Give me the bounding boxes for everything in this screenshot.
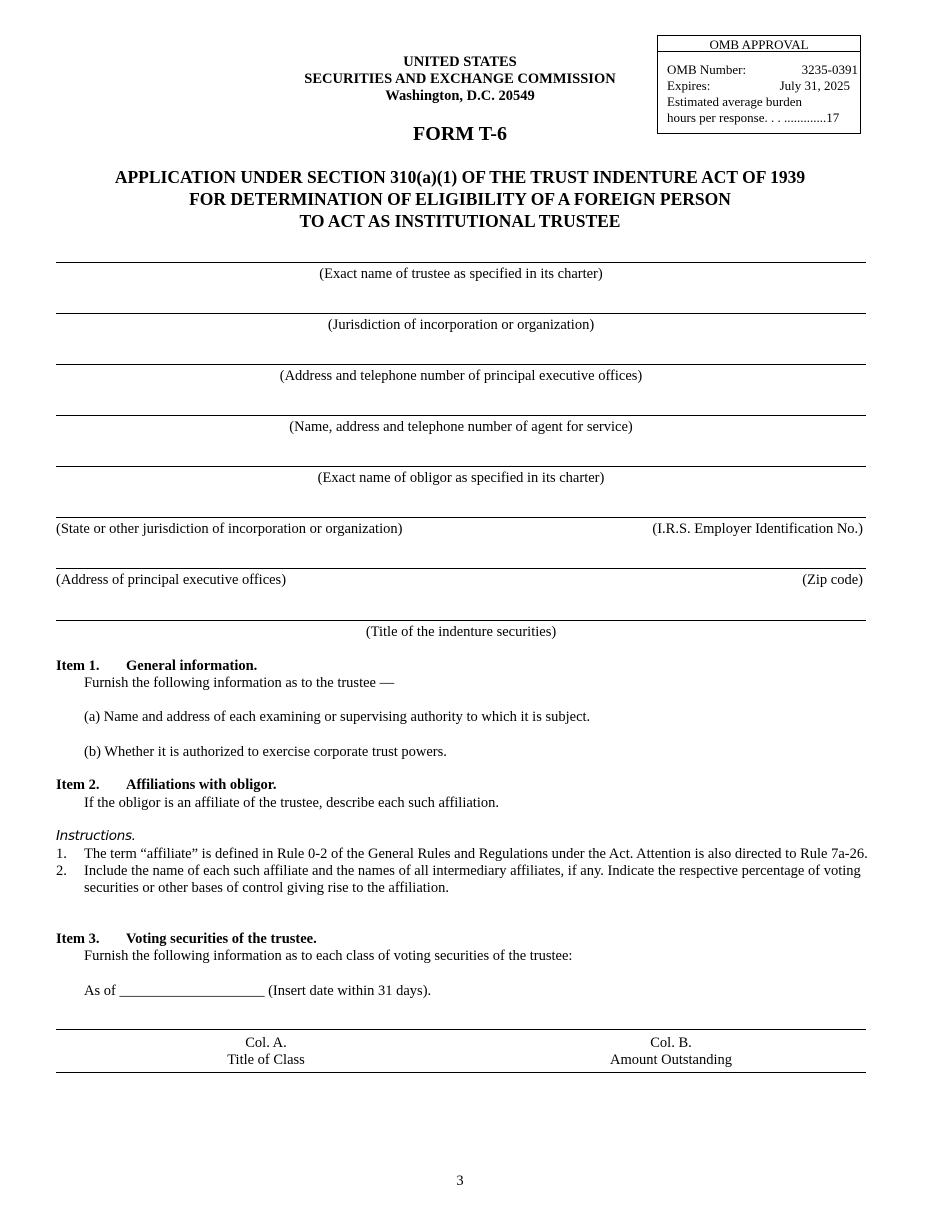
col-b-label: Col. B. — [650, 1035, 692, 1051]
agent-for-service-field[interactable] — [56, 415, 866, 436]
form-title: FORM T-6 — [413, 123, 507, 145]
page-number: 3 — [456, 1173, 464, 1189]
item-1-title: General information. — [126, 658, 258, 674]
item-2-intro: If the obligor is an affiliate of the trustee, describe each such affiliation. — [84, 795, 499, 811]
trustee-name-caption: (Exact name of trustee as specified in its charter) — [319, 266, 603, 282]
col-a-label: Col. A. — [245, 1035, 287, 1051]
obligor-name-rule — [56, 466, 866, 467]
obligor-name-field[interactable] — [56, 466, 866, 487]
obligor-address-field[interactable] — [56, 568, 866, 589]
trustee-name-field[interactable] — [56, 262, 866, 283]
item-3-heading — [56, 931, 317, 948]
item-2-title: Affiliations with obligor. — [126, 777, 277, 793]
application-title-line-2: FOR DETERMINATION OF ELIGIBILITY OF A FOREIGN PERSON — [189, 189, 731, 209]
item-3-intro: Furnish the following information as to each class of voting securities of the trustee: — [84, 948, 573, 964]
indenture-title-caption: (Title of the indenture securities) — [365, 624, 557, 640]
agent-for-service-caption: (Name, address and telephone number of agent for service) — [289, 419, 633, 435]
item-1-heading — [56, 658, 257, 675]
trustee-jurisdiction-field[interactable] — [56, 313, 866, 334]
application-title-line-3: TO ACT AS INSTITUTIONAL TRUSTEE — [299, 211, 621, 231]
instructions-list — [56, 846, 886, 897]
trustee-address-field[interactable] — [56, 364, 866, 385]
irs-number-caption: (I.R.S. Employer Identification No.) — [652, 521, 863, 537]
trustee-jurisdiction-rule — [56, 313, 866, 314]
omb-number-label: OMB Number: — [667, 62, 747, 77]
omb-approval-title: OMB APPROVAL — [658, 36, 860, 52]
trustee-name-rule — [56, 262, 866, 263]
trustee-address-caption: (Address and telephone number of principal executive offices) — [279, 368, 643, 384]
col-b-title: Amount Outstanding — [609, 1052, 733, 1068]
instruction-number: 2. — [56, 863, 67, 879]
omb-approval-box — [657, 35, 861, 134]
item-1-number: Item 1. — [56, 658, 100, 674]
item-1-a: (a) Name and address of each examining or supervising authority to which it is subject. — [84, 709, 591, 725]
instruction-item — [56, 863, 886, 897]
col-b-header — [476, 1030, 866, 1072]
agency-line-3: Washington, D.C. 20549 — [385, 88, 535, 104]
instruction-number: 1. — [56, 846, 67, 862]
omb-number-value: 3235-0391 — [801, 62, 858, 77]
trustee-address-rule — [56, 364, 866, 365]
instruction-item — [56, 846, 886, 863]
col-a-header — [56, 1030, 476, 1072]
item-2-heading — [56, 777, 277, 794]
obligor-address-rule — [56, 568, 866, 569]
instruction-text: The term “affiliate” is defined in Rule 0-2 of the General Rules and Regulations under the Act. Attention is also directed to Rule 7a-26. — [84, 846, 868, 862]
instruction-text: Include the name of each such affiliate and the names of all intermediary affiliates, if any. Indicate the respective percentage of voting securities or other bases of control giving rise to the affiliation. — [84, 863, 861, 896]
agency-line-2: SECURITIES AND EXCHANGE COMMISSION — [304, 71, 616, 87]
item-3-number: Item 3. — [56, 931, 100, 947]
indenture-title-rule — [56, 620, 866, 621]
state-jurisdiction-caption: (State or other jurisdiction of incorporation or organization) — [56, 521, 403, 537]
omb-expires-value: July 31, 2025 — [779, 78, 850, 93]
zip-code-caption: (Zip code) — [802, 572, 863, 588]
omb-burden-line2: hours per response. . . .............17 — [667, 110, 840, 125]
item-2-number: Item 2. — [56, 777, 100, 793]
voting-securities-table — [56, 1029, 866, 1073]
omb-burden-line1: Estimated average burden — [667, 94, 802, 109]
as-of-date-field[interactable]: As of ____________________ (Insert date within 31 days). — [84, 983, 432, 999]
col-a-title: Title of Class — [227, 1052, 305, 1068]
indenture-title-field[interactable] — [56, 620, 866, 641]
agency-header — [280, 54, 640, 105]
trustee-jurisdiction-caption: (Jurisdiction of incorporation or organization) — [327, 317, 595, 333]
application-title-line-1: APPLICATION UNDER SECTION 310(a)(1) OF THE TRUST INDENTURE ACT OF 1939 — [114, 167, 806, 187]
principal-address-caption: (Address of principal executive offices) — [56, 572, 287, 588]
obligor-jurisdiction-field[interactable] — [56, 517, 866, 538]
omb-expires-label: Expires: — [667, 78, 711, 93]
agency-line-1: UNITED STATES — [403, 54, 517, 70]
item-1-intro: Furnish the following information as to the trustee — — [84, 675, 395, 691]
application-title — [40, 166, 880, 232]
instructions-heading: Instructions. — [56, 828, 136, 844]
item-3-title: Voting securities of the trustee. — [126, 931, 317, 947]
obligor-jurisdiction-rule — [56, 517, 866, 518]
obligor-name-caption: (Exact name of obligor as specified in its charter) — [317, 470, 605, 486]
item-1-b: (b) Whether it is authorized to exercise corporate trust powers. — [84, 744, 447, 760]
agent-for-service-rule — [56, 415, 866, 416]
